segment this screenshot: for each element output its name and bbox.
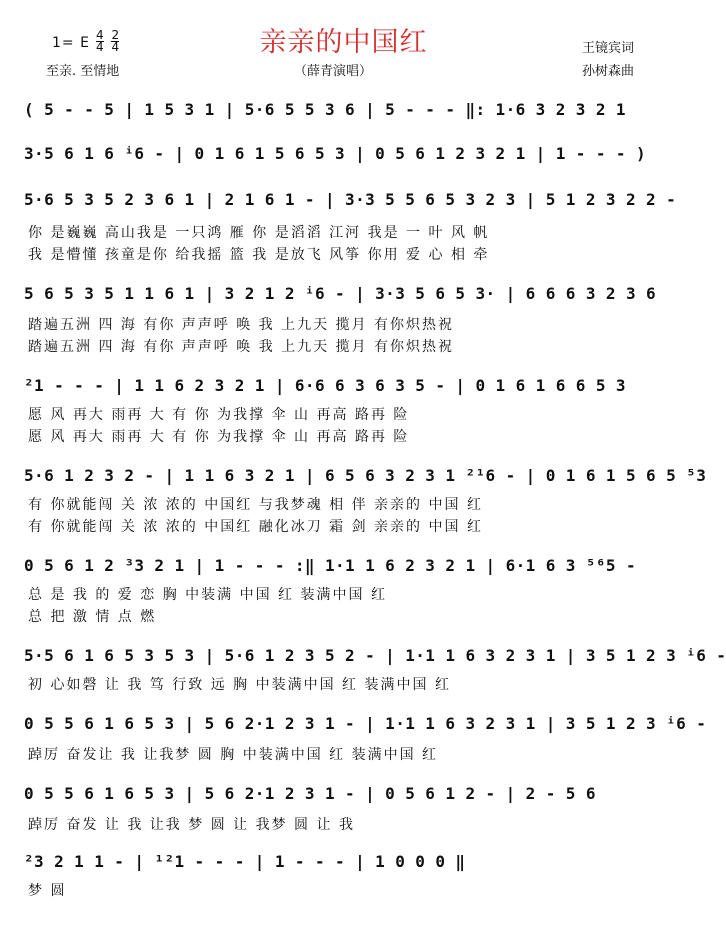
tempo-expression: 至亲. 至情地 xyxy=(46,64,120,79)
music-system-4: 5 6 5 3 5 1 1 6 1 | 3 2 1 2 ⁱ6 - | 3·3 5 6 5 3· | 6 6 6 3 2 3 6 xyxy=(24,284,657,303)
lyric-line-8-1: 初 心如磬 让 我 笃 行致 远 胸 中装满中国 红 装满中国 红 xyxy=(28,677,451,693)
music-system-10: 0 5 5 6 1 6 5 3 | 5 6 2·1 2 3 1 - | 0 5 6 1 2 - | 2 - 5 6 xyxy=(24,784,596,803)
lyric-line-6-2: 有 你就能闯 关 浓 浓的 中国红 融化冰刀 霜 剑 亲亲的 中国 红 xyxy=(28,519,483,535)
lyric-line-3-2: 我 是懵懂 孩童是你 给我摇 篮 我 是放飞 风筝 你用 爱 心 相 牵 xyxy=(28,247,490,263)
music-system-3: 5·6 5 3 5 2 3 6 1 | 2 1 6 1 - | 3·3 5 5 6 5 3 2 3 | 5 1 2 3 2 2 - xyxy=(24,190,677,209)
music-system-5: ²1 - - - | 1 1 6 2 3 2 1 | 6·6 6 3 6 3 5 - | 0 1 6 1 6 6 5 3 xyxy=(24,376,626,395)
lyric-line-5-1: 愿 风 再大 雨再 大 有 你 为我撑 伞 山 再高 路再 险 xyxy=(28,407,410,423)
time-signature xyxy=(96,30,123,53)
music-system-9: 0 5 5 6 1 6 5 3 | 5 6 2·1 2 3 1 - | 1·1 1 6 3 2 3 1 | 3 5 1 2 3 ⁱ6 - xyxy=(24,714,707,733)
lyric-line-4-1: 踏遍五洲 四 海 有你 声声呼 唤 我 上九天 揽月 有你炽热祝 xyxy=(28,317,455,333)
lyric-line-5-2: 愿 风 再大 雨再 大 有 你 为我撑 伞 山 再高 路再 险 xyxy=(28,429,410,445)
key-signature: 1= E xyxy=(52,35,90,51)
lyric-line-10-1: 踔厉 奋发 让 我 让我 梦 圆 让 我梦 圆 让 我 xyxy=(28,817,355,833)
music-system-11: ²3 2 1 1 - | ¹²1 - - - | 1 - - - | 1 0 0 0 ‖ xyxy=(24,852,466,871)
lyricist-credit: 王镜宾词 xyxy=(582,41,635,56)
lyric-line-3-1: 你 是巍巍 高山我是 一只鸿 雁 你 是滔滔 江河 我是 一 叶 风 帆 xyxy=(28,225,490,241)
music-system-8: 5·5 6 1 6 5 3 5 3 | 5·6 1 2 3 5 2 - | 1·1 1 6 3 2 3 1 | 3 5 1 2 3 ⁱ6 - xyxy=(24,646,726,665)
lyric-line-4-2: 踏遍五洲 四 海 有你 声声呼 唤 我 上九天 揽月 有你炽热祝 xyxy=(28,339,455,355)
composer-credit: 孙树森曲 xyxy=(582,64,635,79)
music-system-6: 5·6 1 2 3 2 - | 1 1 6 3 2 1 | 6 5 6 3 2 3 1 ²¹6 - | 0 1 6 1 5 6 5 ⁵3 xyxy=(24,466,707,485)
singer-credit: （薛青演唱） xyxy=(294,64,373,79)
lyric-line-9-1: 踔厉 奋发让 我 让我梦 圆 胸 中装满中国 红 装满中国 红 xyxy=(28,747,439,763)
lyric-line-11-1: 梦 圆 xyxy=(28,883,67,899)
music-system-7: 0 5 6 1 2 ³3 2 1 | 1 - - - :‖ 1·1 1 6 2 3 2 1 | 6·1 6 3 ⁵⁶5 - xyxy=(24,556,637,575)
meter-a: $\frac{4}{4}$ xyxy=(96,28,104,54)
meter-b: $\frac{2}{4}$ xyxy=(111,28,120,54)
lyric-line-6-1: 有 你就能闯 关 浓 浓的 中国红 与我梦魂 相 伴 亲亲的 中国 红 xyxy=(28,497,483,513)
lyric-line-7-1: 总 是 我 的 爱 恋 胸 中装满 中国 红 装满中国 红 xyxy=(28,587,387,603)
music-system-2: 3·5 6 1 6 ⁱ6 - | 0 1 6 1 5 6 5 3 | 0 5 6 1 2 3 2 1 | 1 - - - ) xyxy=(24,144,647,163)
music-system-1: ( 5 - - 5 | 1 5 3 1 | 5·6 5 5 3 6 | 5 - - - ‖: 1·6 3 2 3 2 1 xyxy=(24,100,626,119)
song-title: 亲亲的中国红 xyxy=(259,27,428,58)
lyric-line-7-2: 总 把 激 情 点 燃 xyxy=(28,609,157,625)
